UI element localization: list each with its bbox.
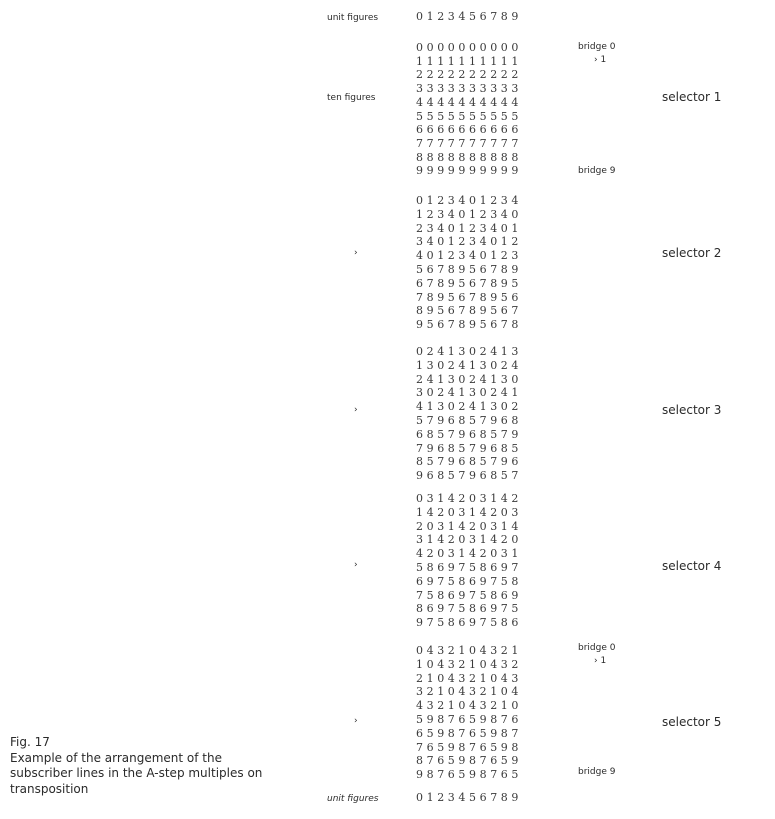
selector-2-label: selector 2 bbox=[662, 246, 722, 260]
grid-row: 4130241302 bbox=[416, 400, 522, 414]
bridge-9-label-1: bridge 9 bbox=[578, 166, 616, 176]
grid-row: 6857968579 bbox=[416, 427, 522, 441]
selector-5-label: selector 5 bbox=[662, 715, 722, 729]
unit-figures-label-top: unit figures bbox=[327, 13, 379, 23]
grid-row: 9876598765 bbox=[416, 768, 522, 782]
selector-3-label: selector 3 bbox=[662, 403, 722, 417]
grid-row: 8956789567 bbox=[416, 304, 522, 318]
grid-row: 2031420314 bbox=[416, 519, 522, 533]
grid-row: 8888888888 bbox=[416, 150, 522, 164]
grid-row: 0314203142 bbox=[416, 492, 522, 505]
bridge-0-label-1: bridge 0 bbox=[578, 42, 616, 52]
grid-row: 7777777777 bbox=[416, 136, 522, 150]
grid-row: 4012340123 bbox=[416, 249, 522, 263]
ditto-mark-selector-3: › bbox=[354, 405, 358, 415]
grid-row: 5987659876 bbox=[416, 713, 522, 726]
grid-row: 0123401234 bbox=[416, 194, 522, 207]
grid-row: 5796857968 bbox=[416, 414, 522, 427]
bridge-9-label-5: bridge 9 bbox=[578, 767, 616, 777]
grid-row: 0241302413 bbox=[416, 345, 522, 358]
grid-row: 1302413024 bbox=[416, 358, 522, 372]
grid-row: 7659876598 bbox=[416, 740, 522, 754]
grid-row: 7586975869 bbox=[416, 588, 522, 602]
grid-row: 7968579685 bbox=[416, 441, 522, 455]
grid-row: 9567895678 bbox=[416, 318, 522, 332]
grid-row: 2340123401 bbox=[416, 221, 522, 235]
unit-figures-label-bottom: unit figures bbox=[327, 794, 379, 804]
grid-row: 8765987659 bbox=[416, 754, 522, 768]
grid-row: 8697586975 bbox=[416, 602, 522, 616]
ditto-mark-selector-2: › bbox=[354, 248, 358, 258]
grid-row: 5555555555 bbox=[416, 109, 522, 123]
grid-row: 5869758697 bbox=[416, 561, 522, 574]
grid-row: 2222222222 bbox=[416, 68, 522, 82]
grid-row: 5678956789 bbox=[416, 263, 522, 276]
grid-row: 1420314203 bbox=[416, 505, 522, 519]
bridge-0-label-5: bridge 0 bbox=[578, 643, 616, 653]
grid-row: 2104321043 bbox=[416, 671, 522, 685]
grid-row: 6598765987 bbox=[416, 726, 522, 740]
grid-row: 7895678956 bbox=[416, 290, 522, 304]
selector-1-label: selector 1 bbox=[662, 90, 722, 104]
unit-figures-row-top: 0123456789 bbox=[416, 10, 522, 23]
grid-row: 1111111111 bbox=[416, 54, 522, 68]
unit-figures-row-bottom: 0123456789 bbox=[416, 791, 522, 804]
grid-row: 3142031420 bbox=[416, 533, 522, 547]
ten-figures-label: ten figures bbox=[327, 93, 376, 103]
grid-row: 3210432104 bbox=[416, 685, 522, 699]
grid-row: 0000000000 bbox=[416, 41, 522, 54]
grid-row: 3401234012 bbox=[416, 235, 522, 249]
bridge-1-label-5: › 1 bbox=[594, 656, 607, 666]
figure-number: Fig. 17 bbox=[10, 735, 50, 749]
grid-row: 0432104321 bbox=[416, 644, 522, 657]
grid-row: 1234012340 bbox=[416, 207, 522, 221]
grid-row: 8579685796 bbox=[416, 455, 522, 469]
grid-row: 9758697586 bbox=[416, 616, 522, 630]
figure-caption-text: Example of the arrangement of the subscriber lines in the A-step multiples on transposition bbox=[10, 750, 263, 796]
grid-row: 6975869758 bbox=[416, 574, 522, 588]
ditto-mark-selector-5: › bbox=[354, 716, 358, 726]
grid-row: 6789567895 bbox=[416, 276, 522, 290]
grid-row: 1043210432 bbox=[416, 657, 522, 671]
ditto-mark-selector-4: › bbox=[354, 560, 358, 570]
grid-row: 4203142031 bbox=[416, 547, 522, 561]
grid-row: 2413024130 bbox=[416, 372, 522, 386]
grid-row: 9685796857 bbox=[416, 469, 522, 483]
grid-row: 4321043210 bbox=[416, 699, 522, 713]
grid-row: 3024130241 bbox=[416, 386, 522, 400]
figure-caption bbox=[10, 735, 265, 797]
bridge-1-label-1: › 1 bbox=[594, 55, 607, 65]
grid-row: 3333333333 bbox=[416, 82, 522, 96]
grid-row: 9999999999 bbox=[416, 164, 522, 178]
selector-4-label: selector 4 bbox=[662, 559, 722, 573]
grid-row: 4444444444 bbox=[416, 95, 522, 109]
grid-row: 6666666666 bbox=[416, 123, 522, 137]
